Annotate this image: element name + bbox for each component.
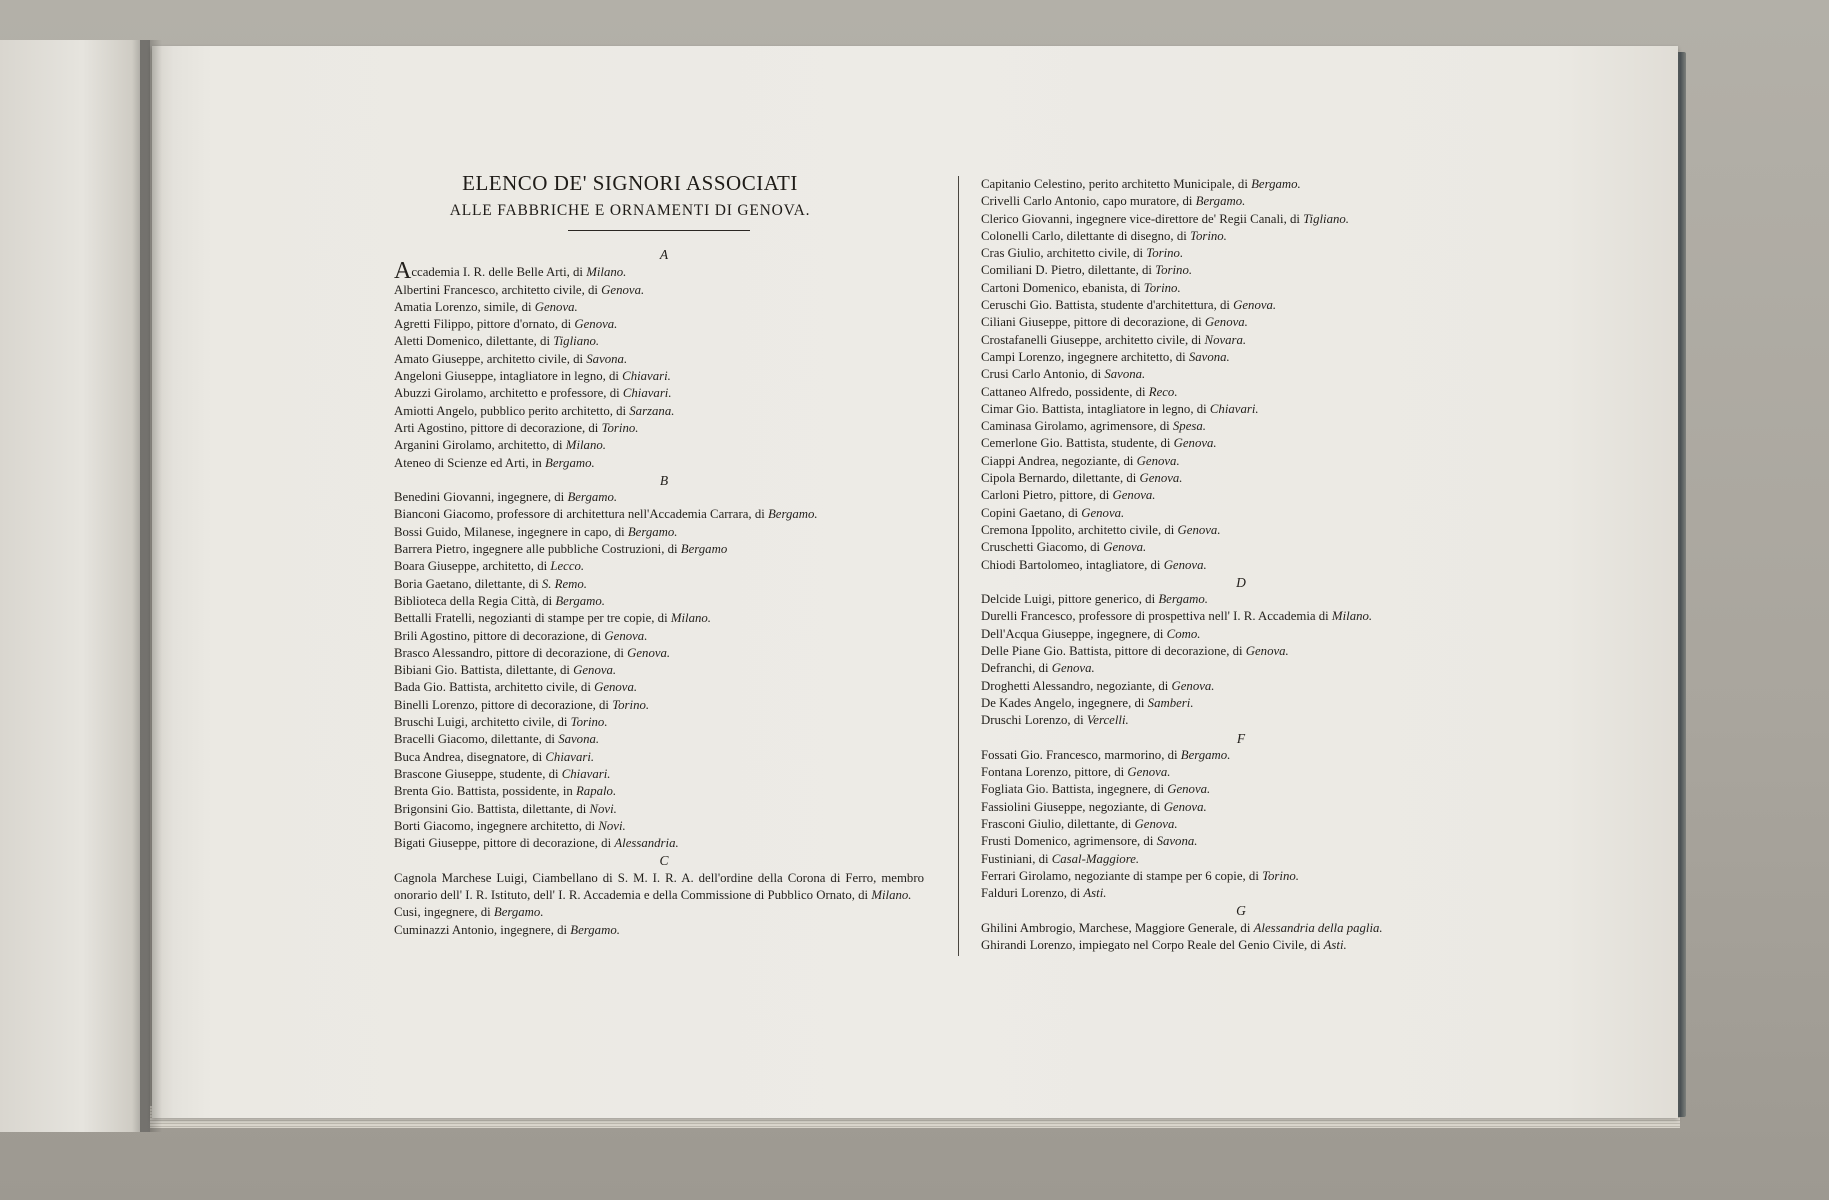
column-divider bbox=[958, 176, 959, 956]
subscriber-entry bbox=[394, 385, 924, 402]
subscriber-entry bbox=[981, 505, 1501, 522]
entry-text: Benedini Giovanni, ingegnere, di bbox=[394, 490, 568, 505]
entry-place: Bergamo. bbox=[1158, 592, 1208, 607]
section-letter: A bbox=[659, 247, 669, 262]
entry-text: Bada Gio. Battista, architetto civile, di bbox=[394, 680, 595, 695]
entry-text: Aletti Domenico, dilettante, di bbox=[394, 334, 554, 349]
entry-place: Genova. bbox=[574, 317, 618, 332]
section-letter: C bbox=[659, 853, 669, 869]
entry-place: Genova. bbox=[1177, 522, 1221, 537]
subscriber-entry bbox=[981, 591, 1501, 608]
entry-text: De Kades Angelo, ingegnere, di bbox=[981, 695, 1148, 710]
entry-text: Fossati Gio. Francesco, marmorino, di bbox=[981, 747, 1181, 762]
subscriber-entry bbox=[394, 437, 924, 454]
entry-place: Lecco. bbox=[550, 559, 585, 574]
entry-text: Ghilini Ambrogio, Marchese, Maggiore Generale, di bbox=[981, 920, 1254, 935]
subscriber-entry bbox=[394, 403, 924, 420]
entry-text: Defranchi, di bbox=[981, 661, 1052, 676]
entry-place: Genova. bbox=[1163, 799, 1207, 814]
entry-text: Boara Giuseppe, architetto, di bbox=[394, 559, 551, 574]
entry-place: Milano. bbox=[586, 265, 627, 280]
entry-text: Borti Giacomo, ingegnere architetto, di bbox=[394, 818, 599, 833]
entry-place: Tigliano. bbox=[553, 334, 600, 349]
entry-text: Cipola Bernardo, dilettante, di bbox=[981, 471, 1140, 486]
subscriber-entry bbox=[394, 783, 924, 800]
subscriber-entry bbox=[394, 749, 924, 766]
entry-place: Chiavari. bbox=[1209, 401, 1259, 416]
entry-place: Genova. bbox=[627, 645, 671, 660]
entry-place: Torino. bbox=[601, 420, 639, 435]
entry-place: Samberi. bbox=[1147, 695, 1194, 710]
subscriber-entry bbox=[981, 764, 1501, 781]
subscriber-entry bbox=[394, 593, 924, 610]
subscriber-entry bbox=[981, 349, 1501, 366]
subscriber-entry bbox=[981, 176, 1501, 193]
entry-text: Buca Andrea, disegnatore, di bbox=[394, 749, 546, 764]
subscriber-entry bbox=[981, 453, 1501, 470]
entry-place: Torino. bbox=[1190, 228, 1227, 243]
subscriber-entry bbox=[981, 608, 1501, 625]
entry-text: Falduri Lorenzo, di bbox=[981, 886, 1084, 901]
entry-place: Tigliano. bbox=[1303, 211, 1349, 226]
subscriber-entry bbox=[981, 781, 1501, 798]
entry-place: Milano. bbox=[871, 887, 912, 902]
entry-place: Sarzana. bbox=[629, 403, 675, 418]
entry-text: Boria Gaetano, dilettante, di bbox=[394, 576, 542, 591]
subscriber-entry bbox=[394, 333, 924, 350]
entry-place: Alessandria. bbox=[614, 836, 679, 851]
subscriber-entry bbox=[981, 799, 1501, 816]
entry-text: Crostafanelli Giuseppe, architetto civile, di bbox=[981, 332, 1205, 347]
subscriber-entry bbox=[394, 558, 924, 575]
subscriber-entry bbox=[394, 922, 924, 939]
entry-text: Bruschi Luigi, architetto civile, di bbox=[394, 715, 571, 730]
entry-text: Campi Lorenzo, ingegnere architetto, di bbox=[981, 349, 1189, 364]
entry-text: Ciappi Andrea, negoziante, di bbox=[981, 453, 1137, 468]
entry-place: Genova. bbox=[1103, 540, 1147, 555]
entry-text: Brenta Gio. Battista, possidente, in bbox=[394, 784, 576, 799]
entry-place: Vercelli. bbox=[1086, 713, 1129, 728]
subscriber-entry bbox=[981, 384, 1501, 401]
entry-place: S. Remo. bbox=[541, 576, 587, 591]
entry-text: Copini Gaetano, di bbox=[981, 505, 1082, 520]
entry-place: Torino. bbox=[1146, 246, 1184, 261]
subscriber-entry bbox=[981, 262, 1501, 279]
subscriber-entry bbox=[394, 506, 924, 523]
entry-text: Barrera Pietro, ingegnere alle pubbliche Costruzioni, di bbox=[394, 542, 681, 557]
entry-text: Binelli Lorenzo, pittore di decorazione, di bbox=[394, 697, 613, 712]
entry-text: Colonelli Carlo, dilettante di disegno, di bbox=[981, 228, 1190, 243]
subscriber-entry bbox=[981, 816, 1501, 833]
entry-text: Cattaneo Alfredo, possidente, di bbox=[981, 384, 1149, 399]
entry-place: Chiavari. bbox=[561, 766, 611, 781]
entry-place: Genova. bbox=[1173, 436, 1217, 451]
subscriber-entry bbox=[394, 316, 924, 333]
entry-text: Cemerlone Gio. Battista, studente, di bbox=[981, 436, 1174, 451]
subscriber-entry bbox=[981, 747, 1501, 764]
subscriber-entry bbox=[981, 401, 1501, 418]
subscriber-entry bbox=[981, 487, 1501, 504]
entry-text: Angeloni Giuseppe, intagliatore in legno, di bbox=[394, 369, 623, 384]
entry-place: Savona. bbox=[1104, 367, 1146, 382]
entry-text: Clerico Giovanni, ingegnere vice-direttore de' Regii Canali, di bbox=[981, 211, 1304, 226]
entry-place: Genova. bbox=[1051, 661, 1095, 676]
subscriber-entry bbox=[394, 455, 924, 472]
entry-text: Fassiolini Giuseppe, negoziante, di bbox=[981, 799, 1164, 814]
entry-place: Genova. bbox=[1112, 488, 1156, 503]
subscriber-entry bbox=[394, 351, 924, 368]
subscriber-entry bbox=[981, 920, 1501, 937]
subscriber-entry bbox=[981, 280, 1501, 297]
entry-place: Bergamo. bbox=[627, 524, 678, 539]
subscriber-entry bbox=[394, 368, 924, 385]
entry-place: Genova. bbox=[1136, 453, 1180, 468]
entry-text: Delcide Luigi, pittore generico, di bbox=[981, 592, 1159, 607]
entry-text: Agretti Filippo, pittore d'ornato, di bbox=[394, 317, 575, 332]
entry-place: Bergamo. bbox=[493, 905, 544, 920]
entry-place: Casal-Maggiore. bbox=[1051, 851, 1140, 866]
entry-text: Cuminazzi Antonio, ingegnere, di bbox=[394, 922, 571, 937]
right-column bbox=[981, 176, 1501, 954]
entry-place: Genova. bbox=[604, 628, 648, 643]
entry-text: Fustiniani, di bbox=[981, 851, 1052, 866]
entry-place: Asti. bbox=[1083, 886, 1107, 901]
subscriber-entry bbox=[394, 766, 924, 783]
entry-place: Genova. bbox=[1139, 471, 1183, 486]
entry-text: Crusi Carlo Antonio, di bbox=[981, 367, 1105, 382]
entry-text: Brigonsini Gio. Battista, dilettante, di bbox=[394, 801, 590, 816]
subscriber-entry bbox=[394, 870, 924, 905]
subscriber-entry bbox=[394, 818, 924, 835]
entry-text: Droghetti Alessandro, negoziante, di bbox=[981, 678, 1172, 693]
entry-place: Bergamo. bbox=[555, 593, 605, 608]
subscriber-entry bbox=[981, 314, 1501, 331]
entry-place: Chiavari. bbox=[622, 369, 671, 384]
subscriber-entry bbox=[981, 470, 1501, 487]
entry-place: Rapalo. bbox=[575, 784, 617, 799]
entry-place: Milano. bbox=[670, 611, 711, 626]
subscriber-entry bbox=[981, 712, 1501, 729]
entry-place: Genova. bbox=[534, 299, 578, 314]
subscriber-entry bbox=[981, 366, 1501, 383]
entry-text: Ferrari Girolamo, negoziante di stampe per 6 copie, di bbox=[981, 868, 1263, 883]
subscriber-entry bbox=[981, 245, 1501, 262]
entry-place: Milano. bbox=[565, 438, 606, 453]
entry-place: Savona. bbox=[558, 732, 600, 747]
entry-text: Capitanio Celestino, perito architetto Municipale, di bbox=[981, 177, 1252, 191]
entry-place: Bergamo. bbox=[767, 507, 818, 522]
entry-text: Cartoni Domenico, ebanista, di bbox=[981, 280, 1144, 295]
subscriber-entry bbox=[394, 282, 924, 299]
entry-place: Torino. bbox=[570, 715, 608, 730]
subscriber-entry bbox=[981, 557, 1501, 574]
drop-cap: A bbox=[394, 258, 412, 285]
entry-place: Chiavari. bbox=[622, 386, 672, 401]
entry-place: Torino. bbox=[1155, 263, 1193, 278]
entry-place: Genova. bbox=[573, 663, 617, 678]
subscriber-entry bbox=[394, 610, 924, 627]
entry-text: Biblioteca della Regia Città, di bbox=[394, 593, 556, 608]
entry-text: Arti Agostino, pittore di decorazione, di bbox=[394, 420, 602, 435]
entry-place: Torino. bbox=[612, 697, 650, 712]
entry-place: Novi. bbox=[598, 818, 626, 833]
entry-text: Amatia Lorenzo, simile, di bbox=[394, 299, 535, 314]
subscriber-entry bbox=[394, 662, 924, 679]
subscriber-entry bbox=[394, 628, 924, 645]
entry-text: Chiodi Bartolomeo, intagliatore, di bbox=[981, 557, 1164, 572]
entry-place: Genova. bbox=[594, 680, 638, 695]
entry-place: Genova. bbox=[1163, 557, 1207, 572]
entry-text: Crivelli Carlo Antonio, capo muratore, di bbox=[981, 194, 1196, 209]
subscriber-entry bbox=[394, 645, 924, 662]
entry-text: Arganini Girolamo, architetto, di bbox=[394, 438, 566, 453]
entry-place: Torino. bbox=[1262, 868, 1299, 883]
entry-place: Genova. bbox=[1127, 765, 1171, 780]
entry-text: Comiliani D. Pietro, dilettante, di bbox=[981, 263, 1156, 278]
subscriber-entry bbox=[981, 193, 1501, 210]
section-letter: D bbox=[1236, 574, 1246, 590]
subscriber-entry bbox=[394, 835, 924, 852]
entry-text: Frasconi Giulio, dilettante, di bbox=[981, 816, 1135, 831]
entry-text: Cusi, ingegnere, di bbox=[394, 905, 494, 920]
entry-place: Genova. bbox=[1167, 782, 1211, 797]
entry-place: Chiavari. bbox=[545, 749, 595, 764]
subscriber-entry bbox=[394, 299, 924, 316]
entry-text: Bigati Giuseppe, pittore di decorazione, di bbox=[394, 836, 615, 851]
entry-place: Bergamo. bbox=[1180, 747, 1231, 762]
entry-text: Brasco Alessandro, pittore di decorazione, di bbox=[394, 645, 628, 660]
entry-text: Dell'Acqua Giuseppe, ingegnere, di bbox=[981, 626, 1167, 641]
subscriber-entry bbox=[394, 697, 924, 714]
entry-text: Fogliata Gio. Battista, ingegnere, di bbox=[981, 782, 1168, 797]
entry-text: Fontana Lorenzo, pittore, di bbox=[981, 765, 1128, 780]
subscriber-entry bbox=[981, 332, 1501, 349]
gutter-shadow bbox=[140, 40, 162, 1132]
entry-text: Ateneo di Scienze ed Arti, in bbox=[394, 455, 546, 470]
entry-place: Genova. bbox=[1204, 315, 1248, 330]
entry-text: Bibiani Gio. Battista, dilettante, di bbox=[394, 663, 574, 678]
entry-text: Albertini Francesco, architetto civile, di bbox=[394, 282, 602, 297]
subscriber-entry bbox=[981, 660, 1501, 677]
section-letter: G bbox=[1236, 903, 1246, 919]
entry-place: Genova. bbox=[601, 282, 645, 297]
entry-place: Spesa. bbox=[1172, 419, 1206, 434]
entry-place: Bergamo. bbox=[570, 922, 620, 937]
subscriber-entry bbox=[981, 522, 1501, 539]
entry-place: Genova. bbox=[1134, 816, 1178, 831]
subscriber-entry bbox=[981, 539, 1501, 556]
subscriber-entry bbox=[394, 904, 924, 921]
section-letter: F bbox=[1236, 730, 1246, 746]
entry-text: Carloni Pietro, pittore, di bbox=[981, 488, 1113, 503]
subscriber-entry bbox=[981, 678, 1501, 695]
subscriber-entry bbox=[981, 228, 1501, 245]
entry-text: Cruschetti Giacomo, di bbox=[981, 540, 1104, 555]
subscriber-entry bbox=[981, 643, 1501, 660]
entry-text: Amiotti Angelo, pubblico perito architetto, di bbox=[394, 403, 630, 418]
entry-text: Druschi Lorenzo, di bbox=[981, 713, 1087, 728]
entry-text: Delle Piane Gio. Battista, pittore di decorazione, di bbox=[981, 644, 1246, 659]
entry-text: Bianconi Giacomo, professore di architettura nell'Accademia Carrara, di bbox=[394, 507, 768, 522]
subscriber-entry bbox=[981, 833, 1501, 850]
subscriber-entry bbox=[981, 885, 1501, 902]
entry-text: Ceruschi Gio. Battista, studente d'architettura, di bbox=[981, 298, 1234, 313]
entry-place: Bergamo. bbox=[567, 490, 618, 505]
entry-place: Milano. bbox=[1331, 609, 1373, 624]
subscriber-entry bbox=[981, 695, 1501, 712]
subscriber-entry bbox=[394, 576, 924, 593]
left-page-edge bbox=[0, 40, 150, 1132]
subscriber-entry bbox=[394, 679, 924, 696]
entry-place: Genova. bbox=[1171, 678, 1215, 693]
subscriber-entry bbox=[394, 258, 924, 285]
entry-text: Cimar Gio. Battista, intagliatore in legno, di bbox=[981, 401, 1210, 416]
entry-text: Ghirandi Lorenzo, impiegato nel Corpo Reale del Genio Civile, di bbox=[981, 938, 1324, 953]
subscriber-entry bbox=[394, 801, 924, 818]
entry-text: Durelli Francesco, professore di prospettiva nell' I. R. Accademia di bbox=[981, 609, 1332, 624]
subscriber-entry bbox=[981, 297, 1501, 314]
entry-place: Genova. bbox=[1081, 505, 1125, 520]
entry-place: Bergamo. bbox=[1195, 194, 1246, 209]
subscriber-entry bbox=[981, 435, 1501, 452]
entry-place: Genova. bbox=[1233, 298, 1277, 313]
entry-place: Bergamo. bbox=[545, 455, 595, 470]
entry-text: Bossi Guido, Milanese, ingegnere in capo, di bbox=[394, 524, 628, 539]
subscriber-entry bbox=[394, 489, 924, 506]
section-letter: B bbox=[659, 472, 669, 488]
subscriber-entry bbox=[394, 714, 924, 731]
subscriber-entry bbox=[981, 937, 1501, 954]
subscriber-entry bbox=[981, 851, 1501, 868]
entry-place: Asti. bbox=[1323, 938, 1347, 953]
entry-text: Bracelli Giacomo, dilettante, di bbox=[394, 732, 559, 747]
subscriber-entry bbox=[394, 420, 924, 437]
entry-place: Savona. bbox=[1188, 349, 1230, 364]
entry-text: Caminasa Girolamo, agrimensore, di bbox=[981, 419, 1173, 434]
entry-text: Cras Giulio, architetto civile, di bbox=[981, 246, 1147, 261]
entry-place: Torino. bbox=[1143, 280, 1181, 295]
entry-text: Ciliani Giuseppe, pittore di decorazione, di bbox=[981, 315, 1205, 330]
subscriber-entry bbox=[981, 868, 1501, 885]
subscriber-entry bbox=[394, 524, 924, 541]
entry-text: Amato Giuseppe, architetto civile, di bbox=[394, 351, 587, 366]
entry-place: Bergamo. bbox=[1251, 177, 1301, 191]
entry-text: Cremona Ippolito, architetto civile, di bbox=[981, 522, 1178, 537]
entry-text: ccademia I. R. delle Belle Arti, di bbox=[411, 265, 587, 280]
entry-place: Savona. bbox=[1156, 834, 1198, 849]
page-subtitle: ALLE FABBRICHE E ORNAMENTI DI GENOVA. bbox=[449, 202, 811, 219]
entry-text: Frusti Domenico, agrimensore, di bbox=[981, 834, 1157, 849]
entry-place: Como. bbox=[1166, 626, 1201, 641]
entry-text: Abuzzi Girolamo, architetto e professore, di bbox=[394, 386, 623, 401]
entry-place: Reco. bbox=[1148, 384, 1178, 399]
entry-text: Brili Agostino, pittore di decorazione, di bbox=[394, 628, 605, 643]
title-rule bbox=[568, 230, 750, 231]
left-column bbox=[394, 246, 924, 939]
page-title: ELENCO DE' SIGNORI ASSOCIATI bbox=[462, 171, 798, 195]
subscriber-entry bbox=[981, 418, 1501, 435]
entry-text: Brascone Giuseppe, studente, di bbox=[394, 766, 562, 781]
entry-place: Novi. bbox=[589, 801, 617, 816]
entry-place: Savona. bbox=[586, 351, 628, 366]
entry-place: Alessandria della paglia. bbox=[1253, 920, 1383, 935]
subscriber-entry bbox=[981, 211, 1501, 228]
subscriber-entry bbox=[981, 626, 1501, 643]
entry-place: Novara. bbox=[1204, 332, 1247, 347]
entry-place: Genova. bbox=[1245, 644, 1289, 659]
entry-text: Bettalli Fratelli, negozianti di stampe per tre copie, di bbox=[394, 611, 671, 626]
entry-place: Bergamo bbox=[680, 542, 728, 557]
entry-text: Cagnola Marchese Luigi, Ciambellano di S. M. I. R. A. dell'ordine della Corona di Ferro, membro onorario dell' I. R. Istituto, dell' I. R. Accademia e della Commissione di Pubblico Ornato, di bbox=[394, 870, 924, 902]
subscriber-entry bbox=[394, 541, 924, 558]
subscriber-entry bbox=[394, 731, 924, 748]
